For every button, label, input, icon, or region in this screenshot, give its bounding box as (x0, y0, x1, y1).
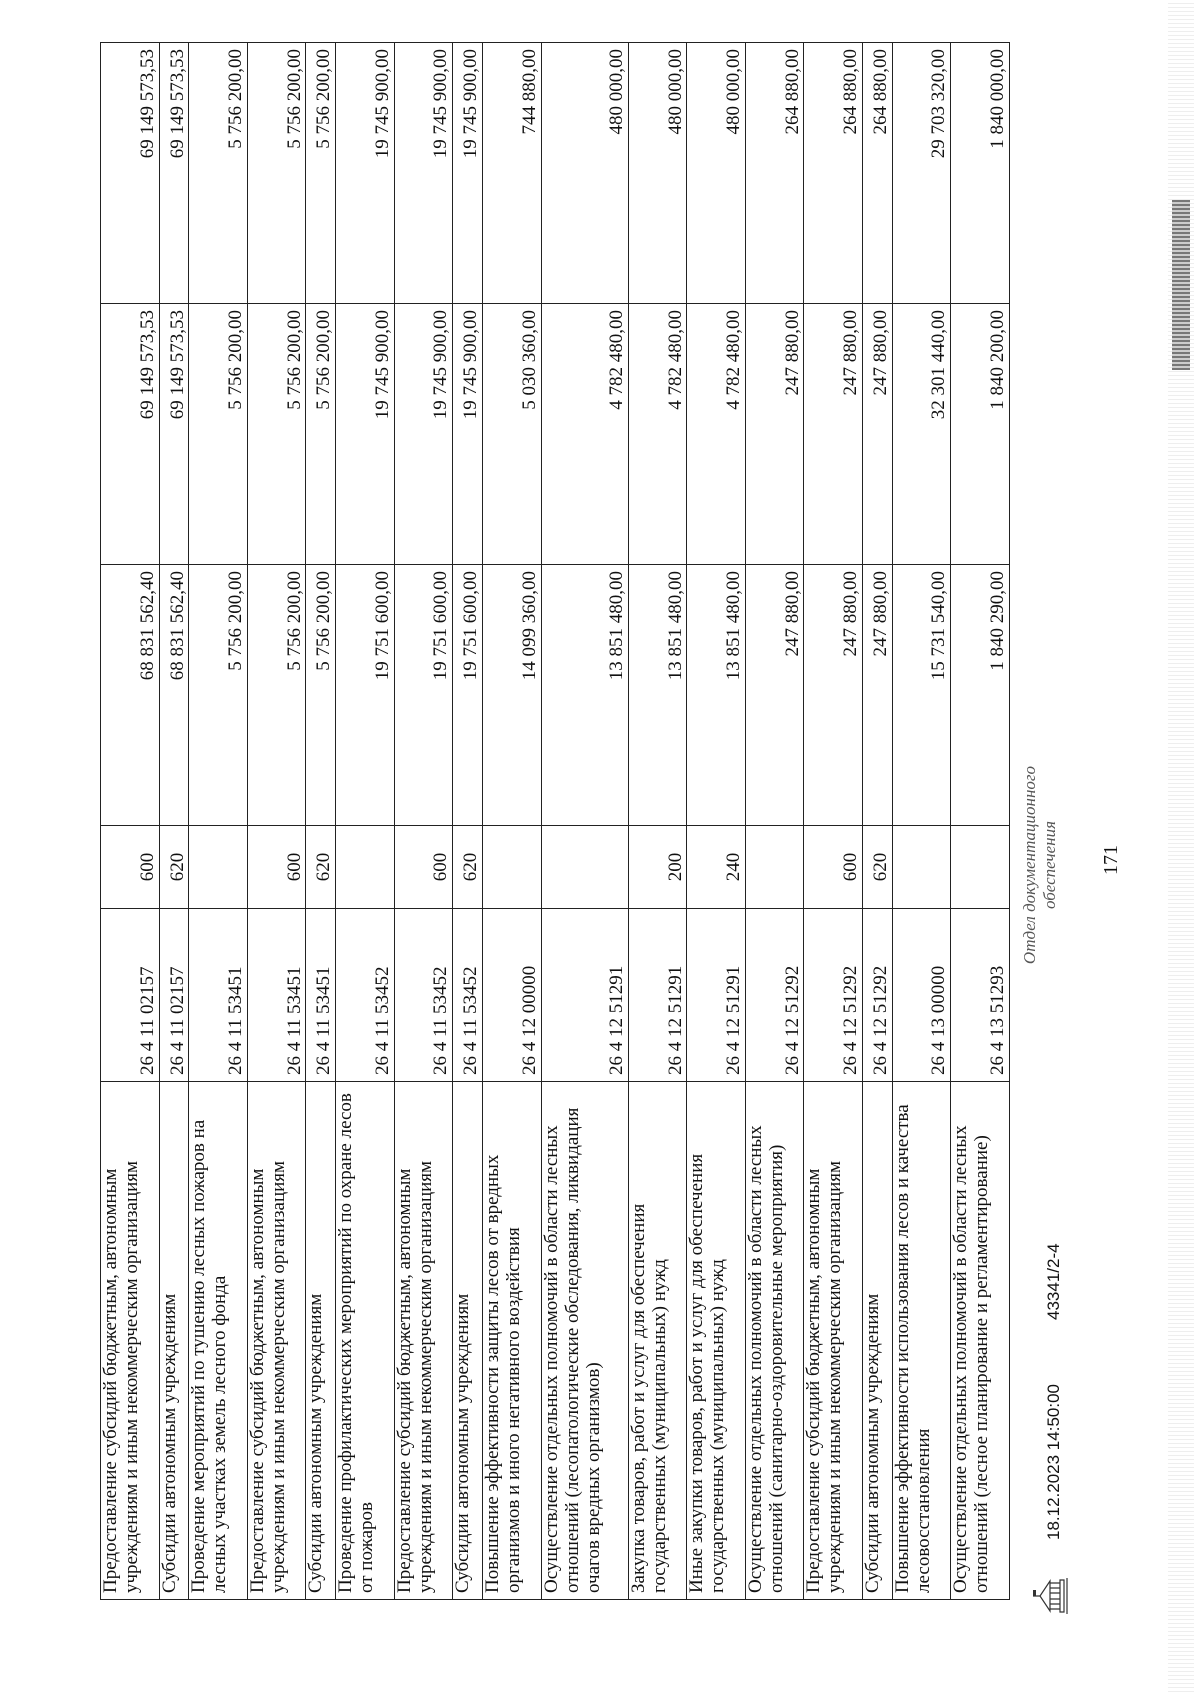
row-name-line: отношений (санитарно-оздоровительные мероприятия) (765, 1144, 787, 1593)
table-row (247, 43, 306, 1600)
table-row (189, 43, 248, 1600)
row-amount-year-3: 5 756 200,00 (247, 43, 306, 304)
row-code-cell: 26 4 12 51292 (862, 909, 892, 1082)
row-name-line: Субсидии автономным учреждениям (861, 1293, 883, 1593)
row-name-cell (862, 1082, 892, 1600)
row-amount-year-2: 19 745 900,00 (394, 304, 453, 565)
row-amount-year-3: 480 000,00 (628, 43, 687, 304)
row-name-line: Осуществление отдельных полномочий в области лесных (744, 1125, 766, 1593)
row-amount-year-3: 5 756 200,00 (306, 43, 336, 304)
row-code-cell: 26 4 12 51291 (628, 909, 687, 1082)
row-name-cell (745, 1082, 804, 1600)
row-name-line: лесовосстановления (912, 1428, 934, 1593)
stamp-line-1: Отдел документационного (1020, 765, 1039, 965)
row-name-line: Осуществление отдельных полномочий в области лесных (950, 1125, 972, 1593)
row-name-cell (394, 1082, 453, 1600)
row-code-cell: 26 4 12 51291 (687, 909, 746, 1082)
row-name-line: Предоставление субсидий бюджетным, автономным (100, 1168, 121, 1593)
table-row (453, 43, 483, 1600)
row-name-line: Проведение профилактических мероприятий по охране лесов (335, 1093, 357, 1593)
row-code-cell: 26 4 11 53451 (189, 909, 248, 1082)
row-expense-type-cell (541, 826, 628, 909)
row-amount-year-2: 247 880,00 (745, 304, 804, 565)
row-name-cell (189, 1082, 248, 1600)
department-stamp (1020, 750, 1059, 980)
table-row (159, 43, 189, 1600)
row-amount-year-1: 13 851 480,00 (628, 565, 687, 826)
table-row (862, 43, 892, 1600)
row-amount-year-2: 69 149 573,53 (159, 304, 189, 565)
row-expense-type-cell: 620 (453, 826, 483, 909)
row-name-line: организмов и иного негативного воздействия (503, 1227, 525, 1593)
table-row (628, 43, 687, 1600)
table-row (306, 43, 336, 1600)
row-amount-year-1: 13 851 480,00 (541, 565, 628, 826)
row-code-cell: 26 4 11 53452 (336, 909, 395, 1082)
row-expense-type-cell (745, 826, 804, 909)
row-amount-year-2: 247 880,00 (862, 304, 892, 565)
row-name-line: Осуществление отдельных полномочий в области лесных (540, 1125, 562, 1593)
row-amount-year-3: 480 000,00 (541, 43, 628, 304)
row-name-line: Повышение эффективности защиты лесов от вредных (482, 1154, 504, 1593)
row-amount-year-1: 68 831 562,40 (101, 565, 160, 826)
table-row (804, 43, 863, 1600)
row-amount-year-3: 19 745 900,00 (336, 43, 395, 304)
row-name-line: учреждениям и иным некоммерческим организациям (120, 1160, 142, 1593)
row-amount-year-2: 247 880,00 (804, 304, 863, 565)
row-code-cell: 26 4 11 02157 (159, 909, 189, 1082)
row-name-line: Предоставление субсидий бюджетным, автономным (393, 1168, 415, 1593)
row-name-line: Повышение эффективности использования лесов и качества (891, 1104, 913, 1593)
row-name-line: отношений (лесопатологические обследования, ликвидация (561, 1107, 583, 1593)
row-code-cell: 26 4 11 53451 (306, 909, 336, 1082)
row-name-line: учреждениям и иным некоммерческим организациям (824, 1160, 846, 1593)
row-expense-type-cell: 600 (101, 826, 160, 909)
row-expense-type-cell: 600 (394, 826, 453, 909)
row-amount-year-1: 5 756 200,00 (247, 565, 306, 826)
table-row (483, 43, 542, 1600)
government-building-icon (1030, 1574, 1070, 1618)
row-amount-year-1: 5 756 200,00 (306, 565, 336, 826)
row-name-line: очагов вредных организмов) (582, 1362, 604, 1593)
row-amount-year-3: 264 880,00 (745, 43, 804, 304)
row-amount-year-3: 69 149 573,53 (101, 43, 160, 304)
row-amount-year-2: 4 782 480,00 (687, 304, 746, 565)
row-name-line: Предоставление субсидий бюджетным, автономным (246, 1168, 268, 1593)
row-expense-type-cell: 240 (687, 826, 746, 909)
row-name-cell (453, 1082, 483, 1600)
page-number: 171 (1100, 845, 1122, 875)
row-code-cell: 26 4 12 51291 (541, 909, 628, 1082)
row-amount-year-3: 264 880,00 (862, 43, 892, 304)
row-name-line: от пожаров (356, 1501, 378, 1593)
row-amount-year-2: 32 301 440,00 (892, 304, 951, 565)
row-name-line: Субсидии автономным учреждениям (452, 1293, 474, 1593)
row-name-line: учреждениям и иным некоммерческим организациям (414, 1160, 436, 1593)
row-amount-year-2: 1 840 200,00 (951, 304, 1010, 565)
scan-barcode-artifact (1172, 200, 1190, 370)
row-name-cell (687, 1082, 746, 1600)
row-code-cell: 26 4 11 02157 (101, 909, 160, 1082)
row-name-line: отношений (лесное планирование и регламентирование) (971, 1135, 993, 1593)
row-expense-type-cell: 620 (159, 826, 189, 909)
row-amount-year-1: 19 751 600,00 (453, 565, 483, 826)
row-code-cell: 26 4 12 51292 (745, 909, 804, 1082)
row-amount-year-3: 69 149 573,53 (159, 43, 189, 304)
row-code-cell: 26 4 11 53452 (453, 909, 483, 1082)
row-expense-type-cell (336, 826, 395, 909)
row-name-line: Предоставление субсидий бюджетным, автономным (803, 1168, 825, 1593)
row-amount-year-3: 29 703 320,00 (892, 43, 951, 304)
row-name-cell (247, 1082, 306, 1600)
table-row (541, 43, 628, 1600)
row-name-line: государственных (муниципальных) нужд (648, 1259, 670, 1593)
row-expense-type-cell (483, 826, 542, 909)
row-amount-year-1: 5 756 200,00 (189, 565, 248, 826)
row-amount-year-3: 264 880,00 (804, 43, 863, 304)
budget-table (100, 42, 1010, 1600)
row-amount-year-2: 69 149 573,53 (101, 304, 160, 565)
row-name-cell (101, 1082, 160, 1600)
table-row (336, 43, 395, 1600)
row-amount-year-1: 68 831 562,40 (159, 565, 189, 826)
row-name-line: Иные закупки товаров, работ и услуг для обеспечения (686, 1153, 708, 1593)
row-amount-year-3: 480 000,00 (687, 43, 746, 304)
row-name-line: Проведение мероприятий по тушению лесных пожаров на (188, 1119, 210, 1593)
row-name-line: Субсидии автономным учреждениям (305, 1293, 327, 1593)
row-amount-year-1: 14 099 360,00 (483, 565, 542, 826)
row-expense-type-cell: 620 (306, 826, 336, 909)
row-amount-year-1: 247 880,00 (745, 565, 804, 826)
stamp-line-2: обеспечения (1039, 821, 1059, 910)
row-name-cell (804, 1082, 863, 1600)
rotated-page-content (100, 49, 1160, 1620)
row-amount-year-1: 19 751 600,00 (394, 565, 453, 826)
row-amount-year-2: 4 782 480,00 (541, 304, 628, 565)
row-name-cell (541, 1082, 628, 1600)
row-amount-year-2: 5 756 200,00 (189, 304, 248, 565)
row-amount-year-2: 19 745 900,00 (453, 304, 483, 565)
row-name-line: государственных (муниципальных) нужд (707, 1259, 729, 1593)
row-name-line: лесных участках земель лесного фонда (209, 1275, 231, 1593)
row-name-cell (951, 1082, 1010, 1600)
row-expense-type-cell: 620 (862, 826, 892, 909)
row-code-cell: 26 4 11 53451 (247, 909, 306, 1082)
row-expense-type-cell: 200 (628, 826, 687, 909)
table-row (394, 43, 453, 1600)
page-footer (1020, 100, 1090, 1620)
table-row (892, 43, 951, 1600)
row-amount-year-3: 19 745 900,00 (394, 43, 453, 304)
row-amount-year-3: 5 756 200,00 (189, 43, 248, 304)
row-amount-year-2: 5 030 360,00 (483, 304, 542, 565)
row-expense-type-cell (189, 826, 248, 909)
row-code-cell: 26 4 12 51292 (804, 909, 863, 1082)
row-amount-year-2: 4 782 480,00 (628, 304, 687, 565)
row-expense-type-cell (892, 826, 951, 909)
row-name-cell (159, 1082, 189, 1600)
row-name-cell (336, 1082, 395, 1600)
footer-date: 18.12.2023 14:50:00 (1044, 1384, 1063, 1540)
row-expense-type-cell: 600 (804, 826, 863, 909)
row-name-cell (483, 1082, 542, 1600)
row-amount-year-3: 744 880,00 (483, 43, 542, 304)
row-name-cell (628, 1082, 687, 1600)
row-amount-year-1: 247 880,00 (804, 565, 863, 826)
row-code-cell: 26 4 11 53452 (394, 909, 453, 1082)
row-amount-year-2: 5 756 200,00 (306, 304, 336, 565)
row-name-line: учреждениям и иным некоммерческим организациям (267, 1160, 289, 1593)
row-name-line: Закупка товаров, работ и услуг для обеспечения (627, 1203, 649, 1593)
row-amount-year-3: 1 840 000,00 (951, 43, 1010, 304)
row-amount-year-2: 19 745 900,00 (336, 304, 395, 565)
table-row (101, 43, 160, 1600)
row-expense-type-cell: 600 (247, 826, 306, 909)
table-row (687, 43, 746, 1600)
row-name-cell (306, 1082, 336, 1600)
row-amount-year-1: 247 880,00 (862, 565, 892, 826)
row-amount-year-1: 15 731 540,00 (892, 565, 951, 826)
table-row (951, 43, 1010, 1600)
row-name-line: Субсидии автономным учреждениям (158, 1293, 180, 1593)
row-amount-year-1: 1 840 290,00 (951, 565, 1010, 826)
row-code-cell: 26 4 13 51293 (951, 909, 1010, 1082)
footer-document-number: 43341/2-4 (1044, 1243, 1063, 1320)
row-amount-year-1: 19 751 600,00 (336, 565, 395, 826)
budget-table-body (101, 43, 1010, 1600)
row-amount-year-2: 5 756 200,00 (247, 304, 306, 565)
row-expense-type-cell (951, 826, 1010, 909)
row-name-cell (892, 1082, 951, 1600)
row-amount-year-3: 19 745 900,00 (453, 43, 483, 304)
row-code-cell: 26 4 13 00000 (892, 909, 951, 1082)
table-row (745, 43, 804, 1600)
row-amount-year-1: 13 851 480,00 (687, 565, 746, 826)
row-code-cell: 26 4 12 00000 (483, 909, 542, 1082)
